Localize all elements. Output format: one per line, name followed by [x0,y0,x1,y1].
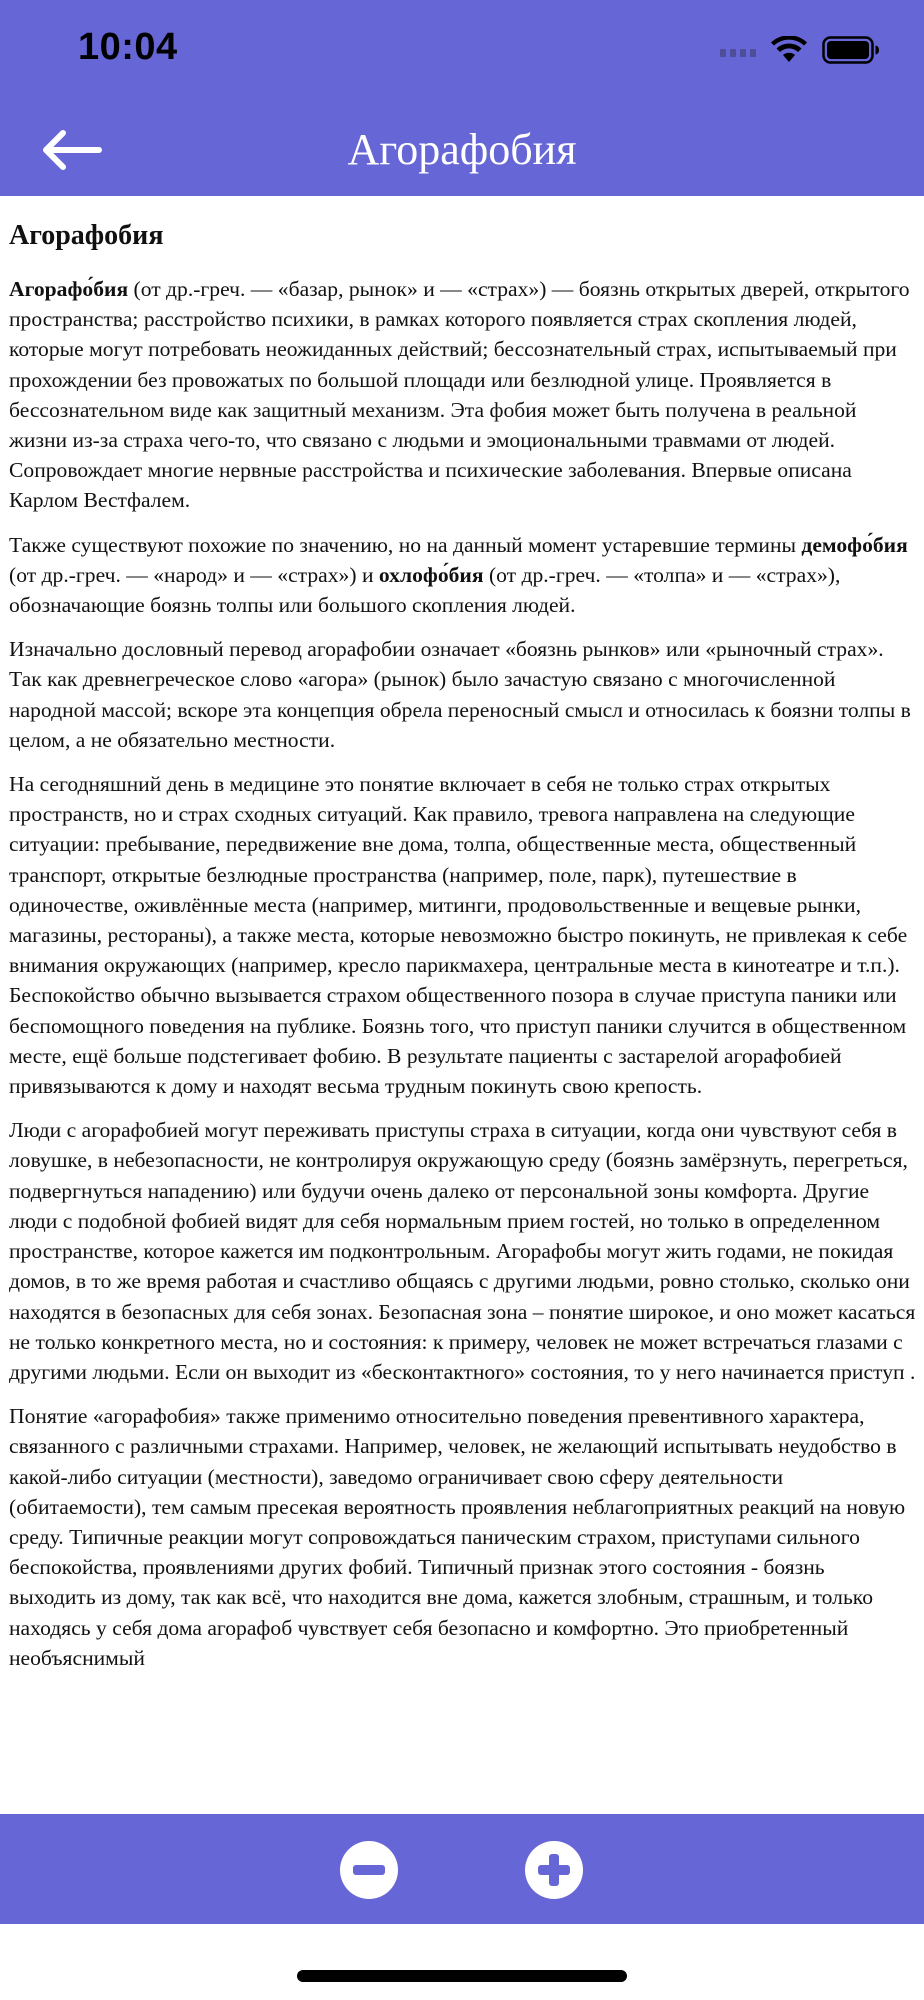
zoom-out-button[interactable] [339,1840,399,1900]
plus-circle-icon [524,1840,584,1900]
article-paragraph: Понятие «агорафобия» также применимо относительно поведения превентивного характера, связанного с различными страхами. Например, человек, не желающий испытывать неудобство в какой-либо ситуации (местности), заведомо ограничивает свою сферу деятельности (обитаемости), тем самым пресекая вероятность проявления неблагоприятных реакций на новую среду. Типичные реакции могут сопровождаться паническим страхом, приступами сильного беспокойства, проявлениями других фобий. Типичный признак этого состояния - боязнь выходить из дому, так как всё, что находится вне дома, кажется злобным, страшным, и только находясь у себя дома агорафоб чувствует себя безопасно и комфортно. Это приобретенный необъяснимый [9,1404,906,1670]
term-demophobia: демофо́бия [801,532,908,557]
wifi-icon [770,36,808,64]
article-paragraph: На сегодняшний день в медицине это понятие включает в себя не только страх открытых пространств, но и страх сходных ситуаций. Как правило, тревога направлена на следующие ситуации: пребывание, передвижение вне дома, толпа, общественные места, общественный транспорт, открытые безлюдные пространства (например, поле, парк), путешествие в одиночестве, оживлённые места (например, митинги, продовольственные и вещевые рынки, магазины, рестораны), а также места, которые невозможно быстро покинуть, не привлекая к себе внимания окружающих (например, кресло парикмахера, центральные места в кинотеатре и т.п.). Беспокойство обычно вызывается страхом общественного позора в случае приступа паники или беспомощного поведения на публике. Боязнь того, что приступ паники случится в общественном месте, ещё больше подстегивает фобию. В результате пациенты с застарелой агорафобией привязываются к дому и находят весьма трудным покинуть свою крепость. [9,772,908,1099]
bottom-toolbar [0,1814,924,1924]
paragraph-text: (от др.-греч. — «базар, рынок» и — «страх») — боязнь открытых дверей, открытого пространства; расстройство психики, в рамках которого появляется страх скопления людей, которые могут потребовать неожиданных действий; бессознательный страх, испытываемый при прохождении без провожатых по большой площади или безлюдной улице. Проявляется в бессознательном виде как защитный механизм. Эта фобия может быть получена в реальной жизни из-за страха чего-то, что связано с людьми и эмоциональными травмами от людей. Сопровождает многие нервные расстройства и психические заболевания. Впервые описана Карлом Вестфалем. [9,277,910,513]
paragraph-text: (от др.-греч. — «народ» и — «страх») и [9,562,379,587]
paragraph-text: Также существуют похожие по значению, но на данный момент устаревшие термины [9,532,802,557]
signal-icon [720,43,756,57]
status-icons [720,32,880,68]
term-ochlophobia: охлофо́бия [378,562,484,587]
article-paragraph: Люди с агорафобией могут переживать приступы страха в ситуации, когда они чувствуют себя в ловушке, в небезопасности, не контролируя окружающую среду (боязнь замёрзнуть, перегреться, подвергнуться нападению) или будучи очень далеко от персональной зоны комфорта. Другие люди с подобной фобией видят для себя нормальным прием гостей, но только в определенном пространстве, которое кажется им подконтрольным. Агорафобы могут жить годами, не покидая домов, в то же время работая и счастливо общаясь с другими людьми, ровно столько, сколько они находятся в безопасных для себя зонах. Безопасная зона – понятие широкое, и оно может касаться не только конкретного места, но и состояния: к примеру, человек не может встречаться глазами с другими людьми. Если он выходит из «бесконтактного» состояния, то у него начинается приступ . [9,1118,916,1384]
article-heading: Агорафобия [9,220,164,251]
article-paragraph [9,274,916,516]
battery-icon [822,36,880,64]
home-indicator[interactable] [297,1970,627,1982]
article-paragraph [9,530,916,621]
nav-bar [0,104,924,196]
home-indicator-area [0,1924,924,2000]
zoom-in-button[interactable] [524,1840,584,1900]
article-content[interactable] [0,196,924,1814]
page-title: Агорафобия [347,125,577,174]
minus-circle-icon [339,1840,399,1900]
back-button[interactable] [36,122,108,178]
status-bar [0,0,924,104]
arrow-left-icon [41,128,103,172]
article-paragraph: Изначально дословный перевод агорафобии означает «боязнь рынков» или «рыночный страх». Так как древнегреческое слово «агора» (рынок) было зачастую связано с многочисленной народной массой; вскоре эта концепция обрела переносный смысл и относилась к боязни толпы в целом, а не обязательно местности. [9,637,911,752]
status-time: 10:04 [78,26,178,68]
paragraph-text: (от др.-греч. — «толпа» и — «страх»), обозначающие боязнь толпы или большого скопления людей. [9,562,841,618]
term-agoraphobia: Агорафо́бия [9,277,129,301]
